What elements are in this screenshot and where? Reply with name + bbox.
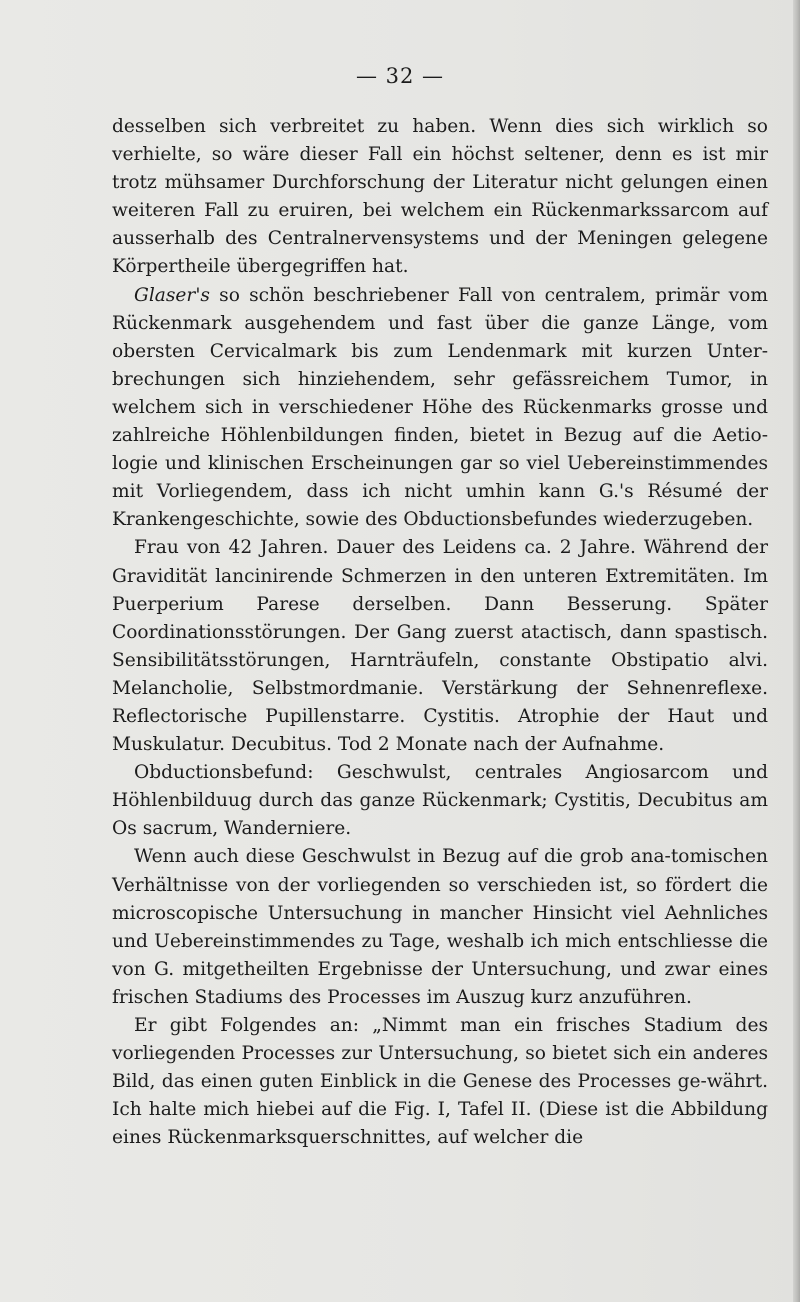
paragraph-2-text: so schön beschriebener Fall von centralem, primär vom Rückenmark ausgehendem und fast über die ganze Länge, vom obersten Cervicalmark bis zum Lendenmark mit kurzen Unter-brechungen sich hinziehendem, sehr gefässreichem Tumor, in welchem sich in verschiedener Höhe des Rückenmarks grosse und zahlreiche Höhlenbildungen finden, bietet in Bezug auf die Aetio-logie und klinischen Erscheinungen gar so viel Uebereinstimmendes mit Vorliegendem, dass ich nicht umhin kann G.'s Résumé der Krankengeschichte, sowie des Obductionsbefundes wiederzugeben.: [112, 284, 768, 531]
paragraph-4: Obductionsbefund: Geschwulst, centrales Angiosarcom und Höhlenbilduug durch das ganze Rückenmark; Cystitis, Decubitus am Os sacrum, Wanderniere.: [112, 762, 768, 840]
body-text: [112, 113, 768, 1152]
paragraph-5: Wenn auch diese Geschwulst in Bezug auf die grob ana-tomischen Verhältnisse von der vorliegenden so verschieden ist, so fördert die microscopische Untersuchung in mancher Hinsicht viel Aehnliches und Uebereinstimmendes zu Tage, weshalb ich mich entschliesse die von G. mitgetheilten Ergebnisse der Untersuchung, und zwar eines frischen Stadiums des Processes im Auszug kurz anzuführen.: [112, 846, 768, 1008]
paragraph-1: desselben sich verbreitet zu haben. Wenn dies sich wirklich so verhielte, so wäre dieser Fall ein höchst seltener, denn es ist mir trotz mühsamer Durchforschung der Literatur nicht gelungen einen weiteren Fall zu eruiren, bei welchem ein Rückenmarkssarcom auf ausserhalb des Centralnervensystems und der Meningen gelegene Körpertheile übergegriffen hat.: [112, 116, 768, 278]
paragraph-3: Frau von 42 Jahren. Dauer des Leidens ca. 2 Jahre. Während der Gravidität lancinirende Schmerzen in den unteren Extremitäten. Im Puerperium Parese derselben. Dann Besserung. Später Coordinationsstörungen. Der Gang zuerst atactisch, dann spastisch. Sensibilitätsstörungen, Harnträufeln, constante Obstipatio alvi. Melancholie, Selbstmordmanie. Verstärkung der Sehnenreflexe. Reflectorische Pupillenstarre. Cystitis. Atrophie der Haut und Muskulatur. Decubitus. Tod 2 Monate nach der Aufnahme.: [112, 537, 768, 756]
paragraph-6: Er gibt Folgendes an: „Nimmt man ein frisches Stadium des vorliegenden Processes zur Untersuchung, so bietet sich ein anderes Bild, das einen guten Einblick in die Genese des Processes ge-währt. Ich halte mich hiebei auf die Fig. I, Tafel II. (Diese ist die Abbildung eines Rückenmarksquerschnittes, auf welcher die: [112, 1015, 768, 1149]
author-name-glaser: Glaser's: [134, 284, 210, 306]
page-number: — 32 —: [355, 64, 445, 88]
page-edge-shadow: [793, 0, 800, 1302]
paragraph-2: [112, 282, 768, 535]
